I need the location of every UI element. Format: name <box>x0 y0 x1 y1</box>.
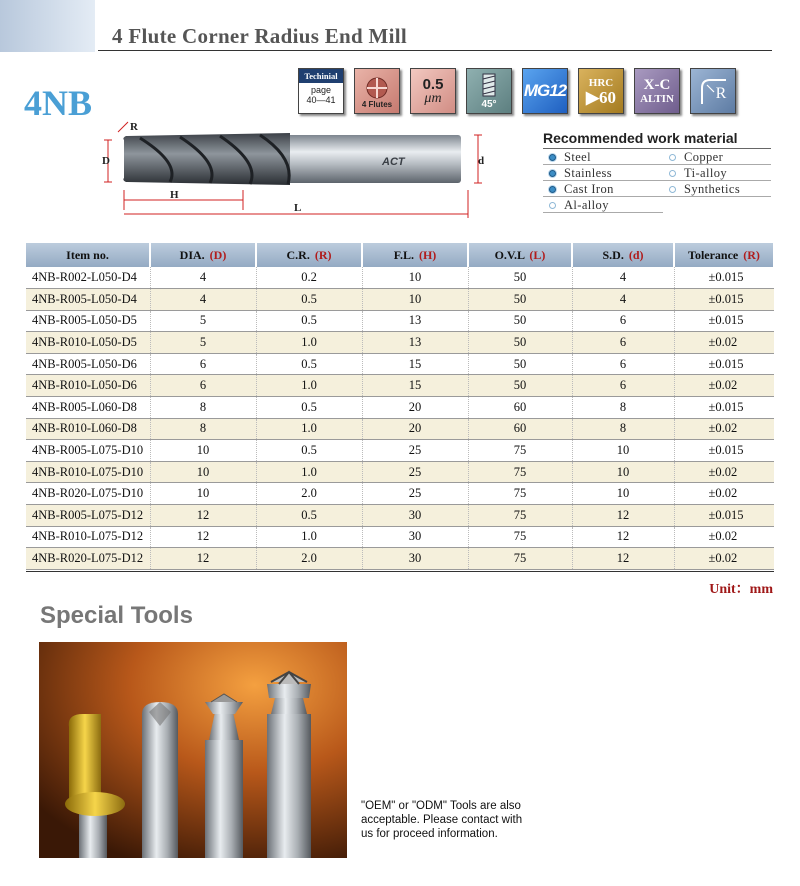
table-cell: 15 <box>362 375 468 397</box>
table-cell: ±0.02 <box>674 526 774 548</box>
header-label: DIA. <box>179 247 205 262</box>
technical-label: Techinial <box>299 69 343 83</box>
table-cell: 4 <box>150 289 256 311</box>
column-header <box>26 243 150 267</box>
dim-h-line <box>124 190 243 210</box>
table-cell: 13 <box>362 310 468 332</box>
table-cell: 5 <box>150 332 256 354</box>
header-label: F.L. <box>393 247 414 262</box>
page-title: 4 Flute Corner Radius End Mill <box>112 24 408 48</box>
unit-note: Unit：mm <box>709 582 773 597</box>
table-cell: ±0.02 <box>674 548 774 570</box>
radius-leader <box>118 122 128 132</box>
table-cell: 8 <box>572 418 674 440</box>
table-cell: 13 <box>362 332 468 354</box>
micro-grain-label: MG12 <box>523 81 567 100</box>
table-cell: 0.5 <box>256 440 362 462</box>
table-cell: 10 <box>362 267 468 289</box>
helix-tool-icon <box>480 73 498 97</box>
table-cell: ±0.015 <box>674 310 774 332</box>
table-cell: 4NB-R020-L075-D12 <box>26 548 150 570</box>
brand-mark: ACT <box>382 156 405 168</box>
table-cell: 2.0 <box>256 548 362 570</box>
dim-h-label: H <box>170 189 179 201</box>
tool-2-shank <box>142 732 178 858</box>
material-item <box>663 165 771 181</box>
table-row <box>26 526 774 548</box>
table-row <box>26 440 774 462</box>
table-cell: 75 <box>468 440 572 462</box>
table-row <box>26 548 774 570</box>
table-cell: 4NB-R005-L050-D4 <box>26 289 150 311</box>
table-cell: 15 <box>362 353 468 375</box>
table-cell: ±0.015 <box>674 397 774 419</box>
header-unit: (L) <box>529 247 546 262</box>
coating-thickness-value: 0.5 <box>422 75 444 93</box>
tool-shank <box>285 135 461 183</box>
table-cell: ±0.02 <box>674 418 774 440</box>
table-cell: 30 <box>362 548 468 570</box>
table-cell: ±0.02 <box>674 375 774 397</box>
table-row <box>26 461 774 483</box>
radius-label: R <box>715 85 727 102</box>
material-name: Stainless <box>564 166 613 180</box>
table-cell: 50 <box>468 375 572 397</box>
table-cell: 25 <box>362 483 468 505</box>
table-cell: 6 <box>572 375 674 397</box>
table-cell: 1.0 <box>256 375 362 397</box>
table-cell: 4NB-R010-L050-D6 <box>26 375 150 397</box>
coating-thickness-unit: μm <box>424 90 442 106</box>
table-cell: 1.0 <box>256 526 362 548</box>
recommended-dot-icon <box>549 186 556 193</box>
material-item <box>663 149 771 165</box>
material-item <box>543 149 663 165</box>
table-cell: ±0.02 <box>674 483 774 505</box>
material-item <box>543 165 663 181</box>
table-cell: 1.0 <box>256 332 362 354</box>
materials-grid <box>543 149 771 213</box>
table-cell: 20 <box>362 397 468 419</box>
special-tools-caption: "OEM" or "ODM" Tools are also acceptable. Please contact with us for proceed information. <box>361 800 523 840</box>
table-cell: 4NB-R005-L050-D6 <box>26 353 150 375</box>
column-header <box>150 243 256 267</box>
table-cell: 4NB-R010-L050-D5 <box>26 332 150 354</box>
table-cell: 10 <box>572 461 674 483</box>
radius-arc-icon <box>698 76 728 106</box>
header-unit: (D) <box>209 247 227 262</box>
table-row <box>26 375 774 397</box>
table-cell: 0.2 <box>256 267 362 289</box>
table-cell: 75 <box>468 483 572 505</box>
table-cell: 50 <box>468 353 572 375</box>
four-flutes-icon <box>354 68 400 114</box>
table-cell: 4 <box>572 289 674 311</box>
material-name: Copper <box>684 150 724 164</box>
column-header <box>256 243 362 267</box>
title-divider <box>98 50 772 51</box>
table-cell: 10 <box>150 440 256 462</box>
material-name: Steel <box>564 150 591 164</box>
table-cell: 4 <box>572 267 674 289</box>
technical-pages: 40—41 <box>306 95 336 105</box>
table-cell: 6 <box>150 353 256 375</box>
table-row <box>26 505 774 527</box>
coating-type-icon <box>634 68 680 114</box>
spec-table <box>26 243 775 570</box>
table-cell: 50 <box>468 310 572 332</box>
tool-drawing <box>100 118 490 223</box>
table-cell: ±0.015 <box>674 267 774 289</box>
table-row <box>26 310 774 332</box>
dim-sd-label: d <box>478 155 485 167</box>
table-cell: ±0.015 <box>674 440 774 462</box>
table-cell: 8 <box>150 418 256 440</box>
table-body <box>26 267 774 569</box>
model-code: 4NB <box>24 83 93 123</box>
table-cell: 30 <box>362 505 468 527</box>
coating-thickness-icon <box>410 68 456 114</box>
table-cell: 12 <box>150 548 256 570</box>
header-accent-block <box>0 0 95 52</box>
table-cell: 6 <box>572 310 674 332</box>
flute-cross-section-icon <box>365 76 389 100</box>
table-row <box>26 397 774 419</box>
not-recommended-dot-icon <box>669 186 676 193</box>
technical-page-icon <box>298 68 344 114</box>
column-header <box>362 243 468 267</box>
table-cell: ±0.015 <box>674 505 774 527</box>
coating-type-line2: ALTIN <box>640 93 674 105</box>
table-cell: ±0.015 <box>674 289 774 311</box>
material-item <box>543 181 663 197</box>
dim-l-label: L <box>294 202 302 214</box>
table-cell: 25 <box>362 461 468 483</box>
header-unit: (d) <box>628 247 644 262</box>
header-unit: (R) <box>314 247 332 262</box>
header-label: Tolerance <box>688 247 739 262</box>
not-recommended-dot-icon <box>549 202 556 209</box>
table-cell: 0.5 <box>256 289 362 311</box>
table-cell: 6 <box>572 353 674 375</box>
table-cell: 75 <box>468 505 572 527</box>
material-item <box>663 181 771 197</box>
table-cell: 75 <box>468 526 572 548</box>
table-cell: 4NB-R005-L060-D8 <box>26 397 150 419</box>
corner-radius-icon <box>690 68 736 114</box>
table-cell: ±0.015 <box>674 353 774 375</box>
table-cell: 50 <box>468 332 572 354</box>
material-name: Cast Iron <box>564 182 614 196</box>
table-cell: 4NB-R010-L060-D8 <box>26 418 150 440</box>
recommended-dot-icon <box>549 154 556 161</box>
table-cell: 0.5 <box>256 397 362 419</box>
table-cell: 0.5 <box>256 353 362 375</box>
table-cell: 12 <box>572 505 674 527</box>
flutes-label: 4 Flutes <box>361 99 393 109</box>
table-cell: 0.5 <box>256 310 362 332</box>
table-cell: 10 <box>150 483 256 505</box>
table-cell: 4 <box>150 267 256 289</box>
table-cell: 4NB-R010-L075-D12 <box>26 526 150 548</box>
table-row <box>26 267 774 289</box>
table-bottom-rule <box>26 571 774 572</box>
table-cell: 4NB-R005-L050-D5 <box>26 310 150 332</box>
not-recommended-dot-icon <box>669 170 676 177</box>
column-header <box>468 243 572 267</box>
table-cell: 50 <box>468 267 572 289</box>
table-cell: 4NB-R005-L075-D12 <box>26 505 150 527</box>
special-tools-title: Special Tools <box>40 602 193 629</box>
material-name: Synthetics <box>684 182 741 196</box>
table-cell: 8 <box>150 397 256 419</box>
tool-3-shank <box>205 740 243 858</box>
coating-type-line1: X-C <box>643 77 671 93</box>
table-cell: 0.5 <box>256 505 362 527</box>
table-cell: 10 <box>572 440 674 462</box>
table-cell: 20 <box>362 418 468 440</box>
micro-grain-icon <box>522 68 568 114</box>
table-cell: 2.0 <box>256 483 362 505</box>
table-row <box>26 418 774 440</box>
header-label: C.R. <box>286 247 310 262</box>
hardness-label: HRC <box>588 76 614 89</box>
table-row <box>26 332 774 354</box>
table-header-row <box>26 243 774 267</box>
header-unit: (H) <box>418 247 437 262</box>
table-cell: ±0.02 <box>674 461 774 483</box>
table-cell: 5 <box>150 310 256 332</box>
not-recommended-dot-icon <box>669 154 676 161</box>
table-cell: 60 <box>468 418 572 440</box>
table-cell: 60 <box>468 397 572 419</box>
table-cell: 12 <box>572 548 674 570</box>
recommended-materials <box>543 130 771 213</box>
table-cell: 12 <box>150 505 256 527</box>
header-label: Item no. <box>66 247 109 262</box>
table-cell: 4NB-R020-L075-D10 <box>26 483 150 505</box>
dim-r-label: R <box>130 121 138 133</box>
material-name: Al-alloy <box>564 198 609 212</box>
table-cell: 25 <box>362 440 468 462</box>
table-cell: 10 <box>572 483 674 505</box>
special-tools-photo <box>39 642 347 858</box>
table-cell: 50 <box>468 289 572 311</box>
header-label: O.V.L <box>494 247 525 262</box>
recommended-dot-icon <box>549 170 556 177</box>
material-item <box>543 197 663 213</box>
dim-d-label: D <box>102 155 110 167</box>
table-cell: 1.0 <box>256 418 362 440</box>
table-cell: ±0.02 <box>674 332 774 354</box>
table-row <box>26 483 774 505</box>
table-cell: 8 <box>572 397 674 419</box>
table-cell: 6 <box>150 375 256 397</box>
helix-angle-label: 45° <box>481 98 497 110</box>
table-cell: 12 <box>150 526 256 548</box>
table-cell: 4NB-R005-L075-D10 <box>26 440 150 462</box>
table-row <box>26 353 774 375</box>
header-unit: (R) <box>743 247 760 262</box>
column-header <box>572 243 674 267</box>
materials-title: Recommended work material <box>543 130 771 149</box>
table-cell: 4NB-R010-L075-D10 <box>26 461 150 483</box>
technical-page-label: page <box>310 85 332 95</box>
table-cell: 75 <box>468 461 572 483</box>
table-cell: 1.0 <box>256 461 362 483</box>
column-header <box>674 243 774 267</box>
table-cell: 12 <box>572 526 674 548</box>
hardness-value: ▶60 <box>585 87 617 107</box>
header-label: S.D. <box>602 247 624 262</box>
table-cell: 75 <box>468 548 572 570</box>
table-cell: 6 <box>572 332 674 354</box>
table-cell: 10 <box>150 461 256 483</box>
table-cell: 4NB-R002-L050-D4 <box>26 267 150 289</box>
tool-4-shank <box>267 714 311 858</box>
table-cell: 10 <box>362 289 468 311</box>
material-name: Ti-alloy <box>684 166 728 180</box>
hardness-icon <box>578 68 624 114</box>
feature-icons <box>298 68 736 114</box>
table-cell: 30 <box>362 526 468 548</box>
table-row <box>26 289 774 311</box>
helix-angle-icon <box>466 68 512 114</box>
